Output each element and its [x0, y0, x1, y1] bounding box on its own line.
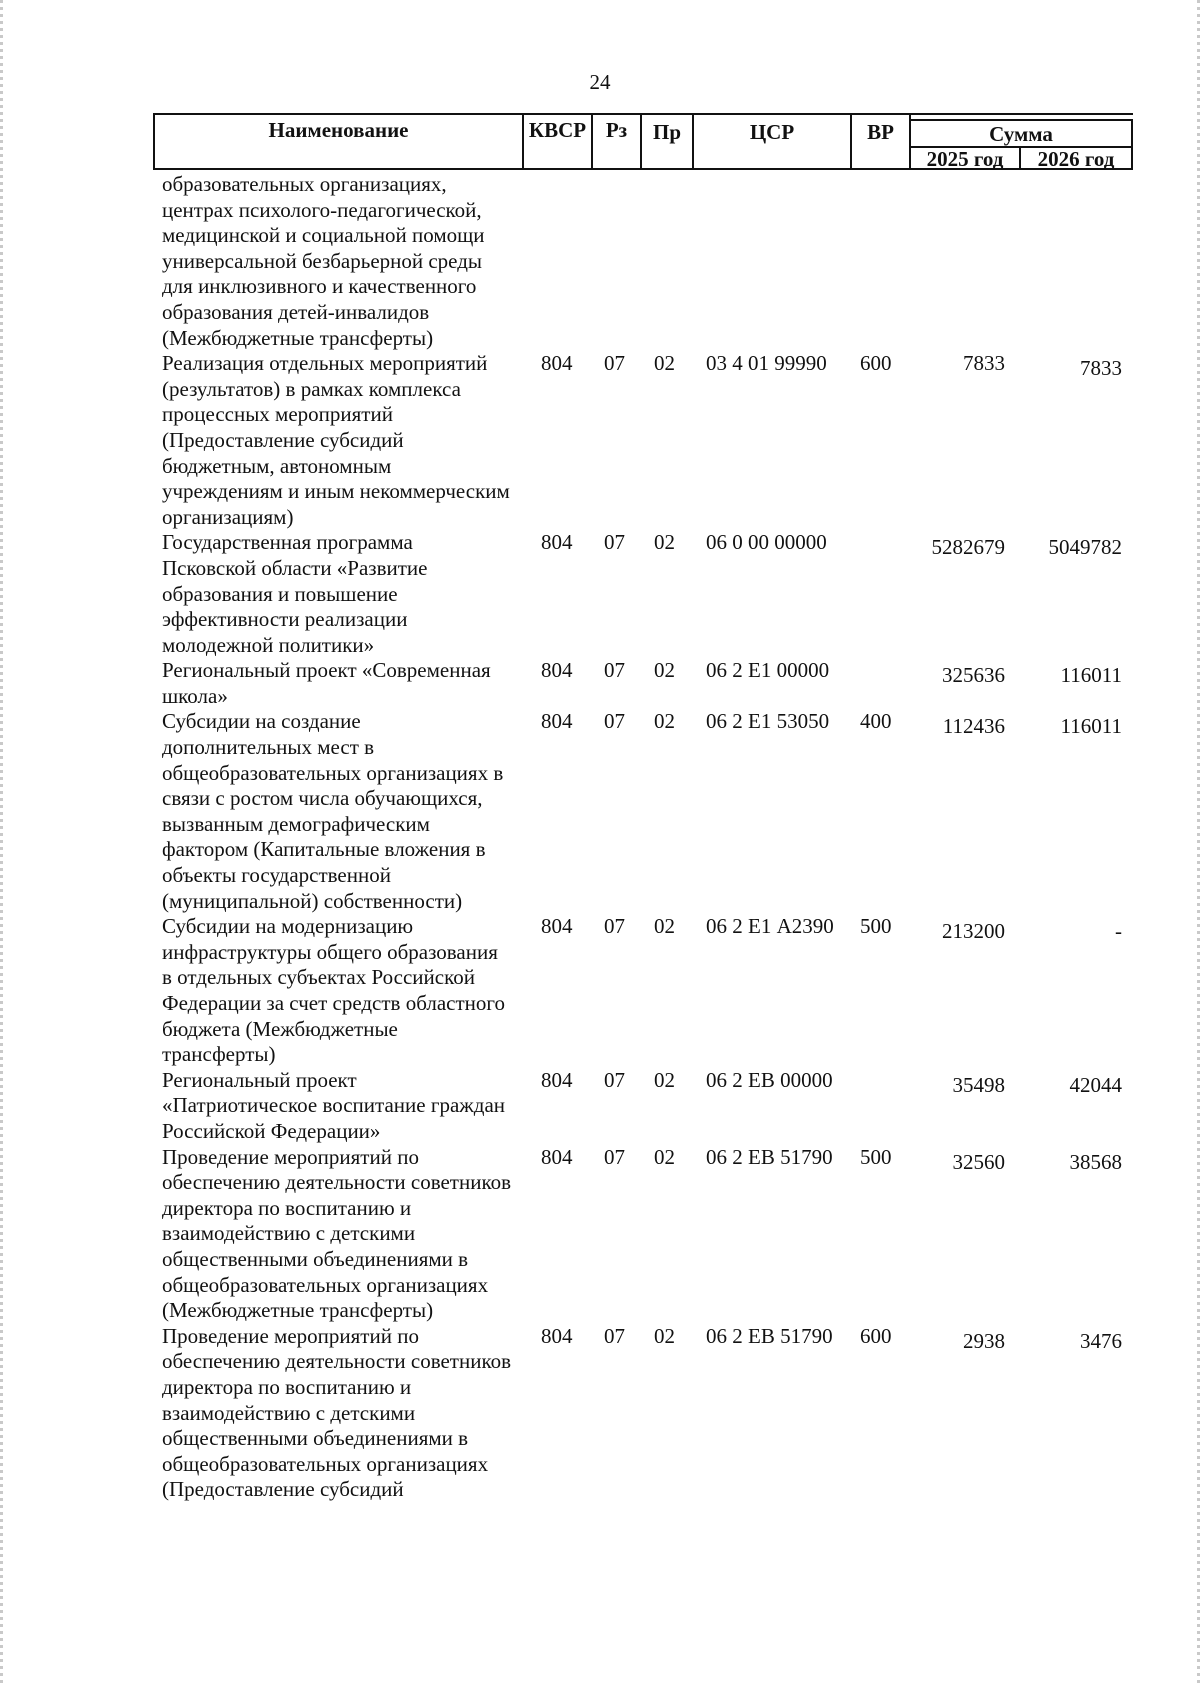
row-sum-2026: 116011: [1060, 714, 1122, 739]
row-sum-2026: 38568: [1069, 1149, 1122, 1174]
row-sum-2025: 7833: [963, 351, 1005, 376]
row-name: Региональный проект «Современная школа»: [162, 658, 491, 708]
row-rz: 07: [604, 530, 625, 555]
header-border-top: [153, 113, 1133, 115]
row-rz: 07: [604, 914, 625, 939]
table-row: [0, 658, 1200, 709]
table-row: [0, 914, 1200, 1068]
row-csr: 06 2 Е1 53050: [706, 709, 830, 734]
row-kvsr: 804: [541, 351, 573, 376]
table-header: [153, 113, 1133, 170]
table-row: [0, 351, 1200, 530]
header-pr: Пр: [652, 120, 681, 144]
row-pr: 02: [654, 658, 675, 683]
row-rz: 07: [604, 1323, 625, 1348]
row-sum-2026: 5049782: [1048, 535, 1122, 560]
header-sum-top: [909, 119, 1133, 121]
row-vr: 500: [860, 1144, 892, 1169]
row-sum-2025: 2938: [963, 1328, 1005, 1353]
row-name: Субсидии на создание дополнительных мест в общеобразовательных организациях в связи с ростом числа обучающихся, вызванным демографическим фактором (Капитальные вложения в объекты государственной (муниципальной) собственности): [162, 709, 504, 913]
row-name: Проведение мероприятий по обеспечению деятельности советников директора по воспитанию и взаимодействию с детскими общественными объединениями в общеобразовательных организациях (Межбюджетные трансферты): [162, 1144, 512, 1323]
header-year-2025: 2025 год: [926, 147, 1004, 171]
header-year-2026: 2026 год: [1037, 147, 1115, 171]
row-csr: 03 4 01 99990: [706, 351, 827, 376]
row-pr: 02: [654, 1323, 675, 1348]
row-csr: 06 2 Е1 00000: [706, 658, 830, 683]
row-sum-2025: 112436: [942, 714, 1005, 739]
row-rz: 07: [604, 351, 625, 376]
row-kvsr: 804: [541, 1144, 573, 1169]
row-pr: 02: [654, 351, 675, 376]
table-row: [0, 709, 1200, 914]
row-kvsr: 804: [541, 530, 573, 555]
header-name: Наименование: [268, 118, 409, 142]
row-sum-2025: 5282679: [931, 535, 1005, 560]
header-sum: Сумма: [989, 122, 1053, 146]
row-rz: 07: [604, 709, 625, 734]
row-sum-2026: 116011: [1060, 663, 1122, 688]
row-csr: 06 2 Е1 А2390: [706, 914, 834, 939]
header-csr: ЦСР: [749, 120, 795, 144]
row-kvsr: 804: [541, 1323, 573, 1348]
table-row: [0, 1324, 1200, 1503]
row-rz: 07: [604, 1067, 625, 1092]
row-name: Субсидии на модернизацию инфраструктуры общего образования в отдельных субъектах Российской Федерации за счет средств областного бюджета (Межбюджетные трансферты): [162, 914, 506, 1067]
row-pr: 02: [654, 1067, 675, 1092]
table-row: [0, 172, 1200, 351]
header-rz: Рз: [605, 118, 628, 142]
row-sum-2026: 7833: [1080, 356, 1122, 381]
row-vr: 400: [860, 709, 892, 734]
table-row: [0, 530, 1200, 658]
row-sum-2026: 3476: [1080, 1328, 1122, 1353]
row-name: Государственная программа Псковской области «Развитие образования и повышение эффективности реализации молодежной политики»: [162, 530, 428, 657]
header-vr: ВР: [867, 120, 894, 144]
row-csr: 06 2 ЕВ 51790: [706, 1144, 833, 1169]
row-kvsr: 804: [541, 658, 573, 683]
row-csr: 06 2 ЕВ 51790: [706, 1323, 833, 1348]
table-body: [0, 172, 1200, 1503]
table-row: [0, 1068, 1200, 1145]
row-pr: 02: [654, 1144, 675, 1169]
row-csr: 06 0 00 00000: [706, 530, 827, 555]
row-vr: 600: [860, 351, 892, 376]
row-name: Региональный проект «Патриотическое воспитание граждан Российской Федерации»: [162, 1067, 506, 1143]
row-rz: 07: [604, 658, 625, 683]
row-pr: 02: [654, 709, 675, 734]
row-vr: 500: [860, 914, 892, 939]
row-name: Проведение мероприятий по обеспечению деятельности советников директора по воспитанию и взаимодействию с детскими общественными объединениями в общеобразовательных организациях (Предоставление субсидий: [162, 1323, 512, 1502]
row-sum-2025: 213200: [942, 919, 1005, 944]
page-number: 24: [589, 70, 611, 94]
row-pr: 02: [654, 530, 675, 555]
header-kvsr: КВСР: [528, 118, 587, 142]
row-rz: 07: [604, 1144, 625, 1169]
table-row: [0, 1145, 1200, 1324]
row-name: Реализация отдельных мероприятий (результатов) в рамках комплекса процессных мероприятий (Предоставление субсидий бюджетным, автономным учреждениям и иным некоммерческим организациям): [162, 351, 510, 529]
row-sum-2026: -: [1115, 919, 1122, 944]
row-kvsr: 804: [541, 914, 573, 939]
row-vr: 600: [860, 1323, 892, 1348]
row-csr: 06 2 ЕВ 00000: [706, 1067, 833, 1092]
row-pr: 02: [654, 914, 675, 939]
row-kvsr: 804: [541, 709, 573, 734]
row-kvsr: 804: [541, 1067, 573, 1092]
header-border-right: [1131, 119, 1133, 170]
row-sum-2025: 325636: [942, 663, 1005, 688]
row-name: образовательных организациях, центрах психолого-педагогической, медицинской и социальной помощи универсальной безбарьерной среды для инклюзивного и качественного образования детей-инвалидов (Межбюджетные трансферты): [162, 172, 485, 350]
row-sum-2026: 42044: [1069, 1072, 1122, 1097]
row-sum-2025: 32560: [952, 1149, 1005, 1174]
row-sum-2025: 35498: [952, 1072, 1005, 1097]
